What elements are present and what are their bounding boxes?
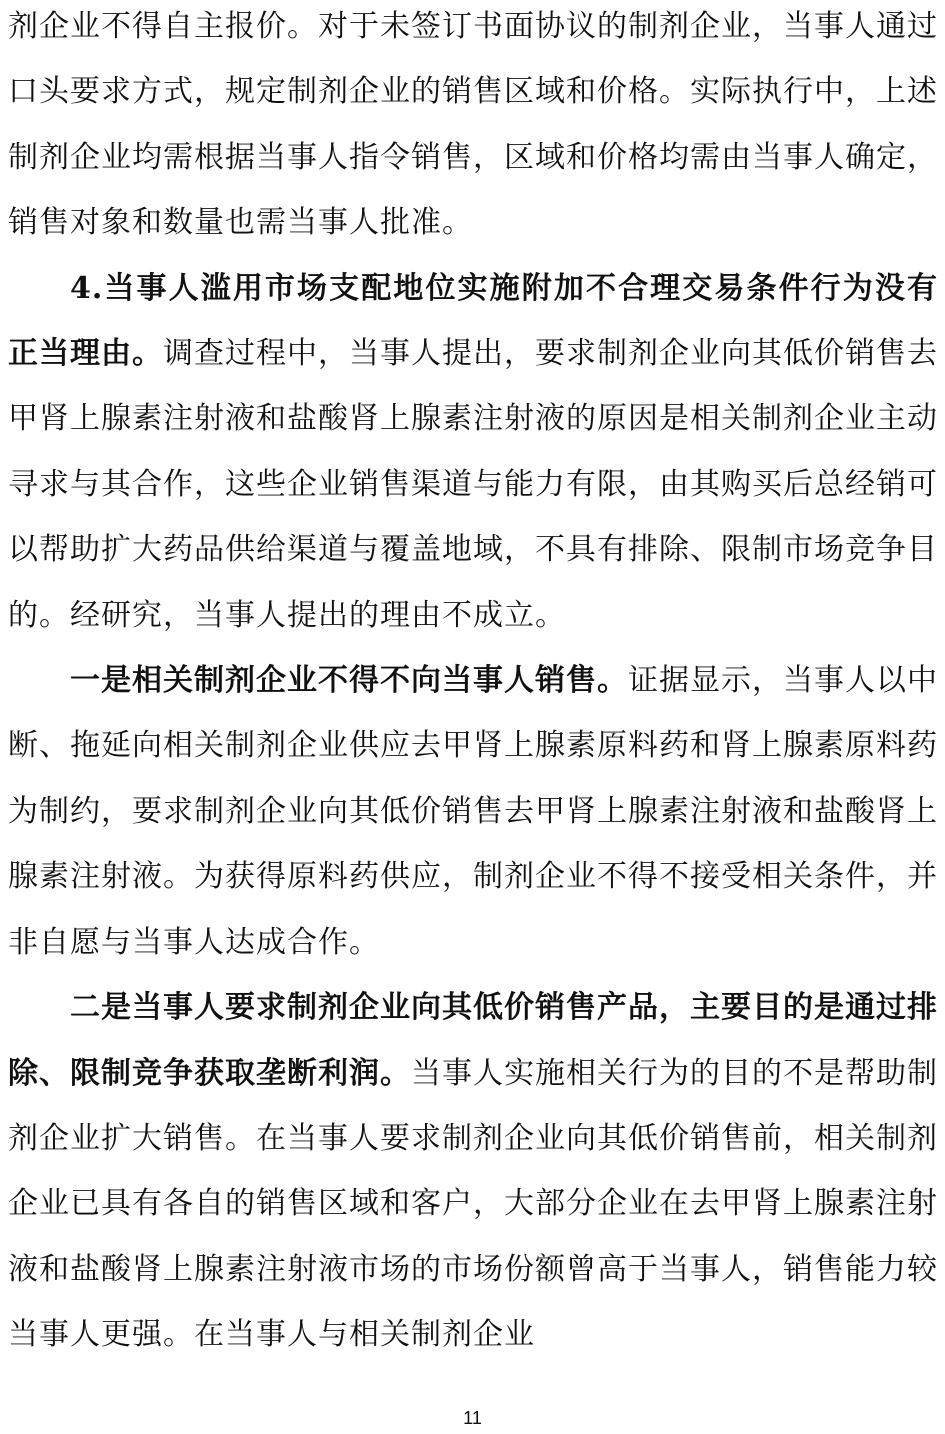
page-number: 11 xyxy=(463,1408,482,1428)
paragraph-4-text: 当事人实施相关行为的目的不是帮助制剂企业扩大销售。在当事人要求制剂企业向其低价销售前，相关制剂企业已具有各自的销售区域和客户，大部分企业在去甲肾上腺素注射液和盐酸肾上腺素注射液市场的市场份额曾高于当事人，销售能力较当事人更强。在当事人与相关制剂企业 xyxy=(8,1055,938,1353)
paragraph-2 xyxy=(8,256,938,648)
paragraph-4-bold-lead: 二是当事人要求制剂企业向其低价销售产品，主要目的是通过排除、限制竞争获取垄断利润。 xyxy=(8,990,938,1091)
paragraph-3 xyxy=(8,648,938,975)
paragraph-2-bold-lead: 4.当事人滥用市场支配地位实施附加不合理交易条件行为没有正当理由。 xyxy=(8,270,938,372)
paragraph-1-text: 剂企业不得自主报价。对于未签订书面协议的制剂企业，当事人通过口头要求方式，规定制剂企业的销售区域和价格。实际执行中，上述制剂企业均需根据当事人指令销售，区域和价格均需由当事人确定，销售对象和数量也需当事人批准。 xyxy=(8,9,938,241)
paragraph-3-bold-lead: 一是相关制剂企业不得不向当事人销售。 xyxy=(70,663,628,699)
body-text xyxy=(8,0,938,1368)
paragraph-1 xyxy=(8,0,938,256)
paragraph-3-text: 证据显示，当事人以中断、拖延向相关制剂企业供应去甲肾上腺素原料药和肾上腺素原料药为制约，要求制剂企业向其低价销售去甲肾上腺素注射液和盐酸肾上腺素注射液。为获得原料药供应，制剂企业不得不接受相关条件，并非自愿与当事人达成合作。 xyxy=(8,663,938,960)
paragraph-2-text: 调查过程中，当事人提出，要求制剂企业向其低价销售去甲肾上腺素注射液和盐酸肾上腺素注射液的原因是相关制剂企业主动寻求与其合作，这些企业销售渠道与能力有限，由其购买后总经销可以帮助扩大药品供给渠道与覆盖地域，不具有排除、限制市场竞争目的。经研究，当事人提出的理由不成立。 xyxy=(8,336,938,633)
paragraph-4 xyxy=(8,975,938,1367)
